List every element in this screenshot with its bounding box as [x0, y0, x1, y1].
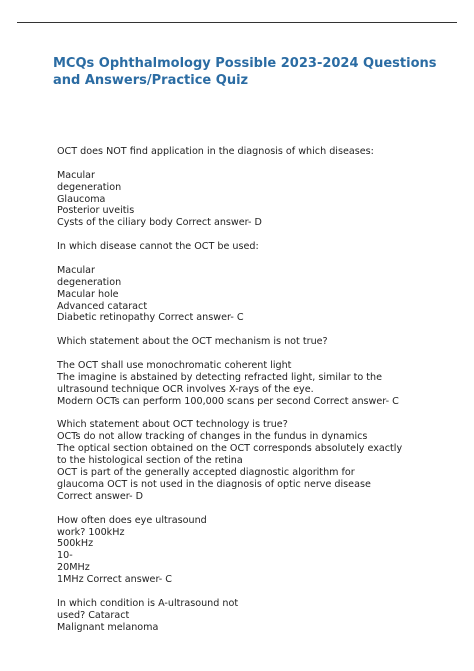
text-line: Which statement about OCT technology is true? [57, 419, 288, 431]
paragraph-gap [57, 158, 457, 170]
text-line: Diabetic retinopathy Correct answer- C [57, 312, 244, 324]
title-line: and Answers/Practice Quiz [53, 73, 249, 88]
document-title [53, 55, 448, 89]
title-line: MCQs Ophthalmology Possible 2023-2024 Questions [53, 56, 437, 71]
text-block [57, 146, 457, 158]
text-block [57, 265, 457, 324]
paragraph-gap [57, 324, 457, 336]
text-line: Glaucoma [57, 193, 106, 205]
text-line: In which disease cannot the OCT be used: [57, 241, 259, 253]
text-block [57, 419, 457, 502]
text-line: Correct answer- D [57, 490, 144, 502]
text-line: degeneration [57, 276, 122, 288]
text-line: The OCT shall use monochromatic coherent light [57, 360, 292, 372]
text-line: Macular [57, 264, 96, 276]
text-line: OCTs do not allow tracking of changes in the fundus in dynamics [57, 431, 368, 443]
text-line: The optical section obtained on the OCT corresponds absolutely exactly [57, 443, 403, 455]
text-line: degeneration [57, 181, 122, 193]
text-line: work? 100kHz [57, 526, 125, 538]
text-line: Cysts of the ciliary body Correct answer- D [57, 217, 262, 229]
top-rule [17, 22, 457, 23]
text-line: 20MHz [57, 562, 90, 574]
text-line: 500kHz [57, 538, 94, 550]
text-block [57, 170, 457, 229]
text-block [57, 336, 457, 348]
document-body [57, 146, 457, 634]
text-block [57, 360, 457, 408]
text-line: ultrasound technique OCR involves X-rays of the eye. [57, 383, 314, 395]
text-line: Advanced cataract [57, 300, 148, 312]
text-line: Which statement about the OCT mechanism is not true? [57, 336, 328, 348]
paragraph-gap [57, 408, 457, 420]
text-block [57, 515, 457, 586]
text-line: Modern OCTs can perform 100,000 scans per second Correct answer- C [57, 395, 399, 407]
paragraph-gap [57, 586, 457, 598]
text-line: 10- [57, 550, 73, 562]
text-line: Macular [57, 169, 96, 181]
text-line: The imagine is abstained by detecting refracted light, similar to the [57, 371, 382, 383]
text-line: OCT does NOT find application in the diagnosis of which diseases: [57, 146, 374, 157]
text-line: Macular hole [57, 288, 119, 300]
text-block [57, 598, 457, 634]
paragraph-gap [57, 253, 457, 265]
text-block [57, 241, 457, 253]
paragraph-gap [57, 229, 457, 241]
text-line: used? Cataract [57, 609, 130, 621]
text-line: OCT is part of the generally accepted diagnostic algorithm for [57, 467, 355, 479]
text-line: Posterior uveitis [57, 205, 135, 217]
text-line: to the histological section of the retina [57, 455, 243, 467]
paragraph-gap [57, 348, 457, 360]
text-line: Malignant melanoma [57, 621, 159, 633]
text-line: How often does eye ultrasound [57, 514, 207, 526]
paragraph-gap [57, 503, 457, 515]
text-line: glaucoma OCT is not used in the diagnosis of optic nerve disease [57, 478, 371, 490]
text-line: 1MHz Correct answer- C [57, 574, 172, 586]
text-line: In which condition is A-ultrasound not [57, 597, 239, 609]
